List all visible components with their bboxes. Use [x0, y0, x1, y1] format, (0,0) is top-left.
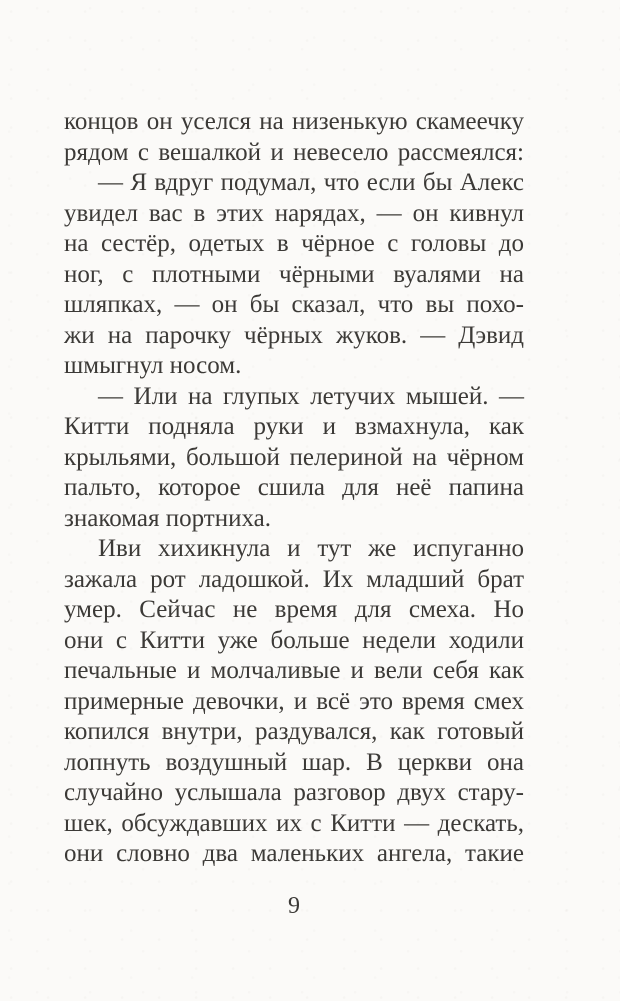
text-line: примерные девочки, и всё это время смех [64, 687, 524, 715]
text-line: концов он уселся на низенькую скамеечку [64, 108, 524, 135]
text-line: печальные и молчаливые и вели себя как [64, 657, 524, 684]
text-line: ног, с плотными чёрными вуалями на [64, 260, 524, 288]
text-line: зажала рот ладошкой. Их младший брат [64, 565, 524, 593]
text-line: копился внутри, раздувался, как готовый [64, 718, 524, 745]
text-line: на сестёр, одетых в чёрное с головы до [64, 230, 524, 257]
text-line: шляпках, — он бы сказал, что вы похо- [64, 291, 524, 318]
text-line: они словно два маленьких ангела, такие [64, 840, 524, 867]
text-line: случайно услышала разговор двух стару- [64, 779, 524, 806]
text-line: шмыгнул носом. [64, 352, 242, 379]
text-line: Китти подняла руки и взмахнула, как [64, 413, 524, 440]
text-line: увидел вас в этих нарядах, — он кивнул [64, 199, 524, 227]
page-number: 9 [288, 893, 300, 919]
text-line: жи на парочку чёрных жуков. — Дэвид [64, 321, 524, 349]
text-line: знакомая портниха. [64, 504, 271, 532]
text-line: они с Китти уже больше недели ходили [64, 626, 524, 654]
text-line: умер. Сейчас не время для смеха. Но [64, 596, 524, 623]
text-line: рядом с вешалкой и невесело рассмеялся: [64, 138, 524, 166]
text-line: крыльями, большой пелериной на чёрном [64, 443, 524, 471]
text-line: пальто, которое сшила для неё папина [64, 474, 524, 501]
text-line: Иви хихикнула и тут же испуганно [98, 535, 524, 562]
text-line: шек, обсуждавших их с Китти — дескать, [64, 809, 524, 837]
book-page-text [64, 107, 524, 870]
text-line: — Я вдруг подумал, что если бы Алекс [98, 169, 524, 196]
text-line: — Или на глупых летучих мышей. — [98, 382, 524, 410]
text-line: лопнуть воздушный шар. В церкви она [64, 748, 524, 776]
